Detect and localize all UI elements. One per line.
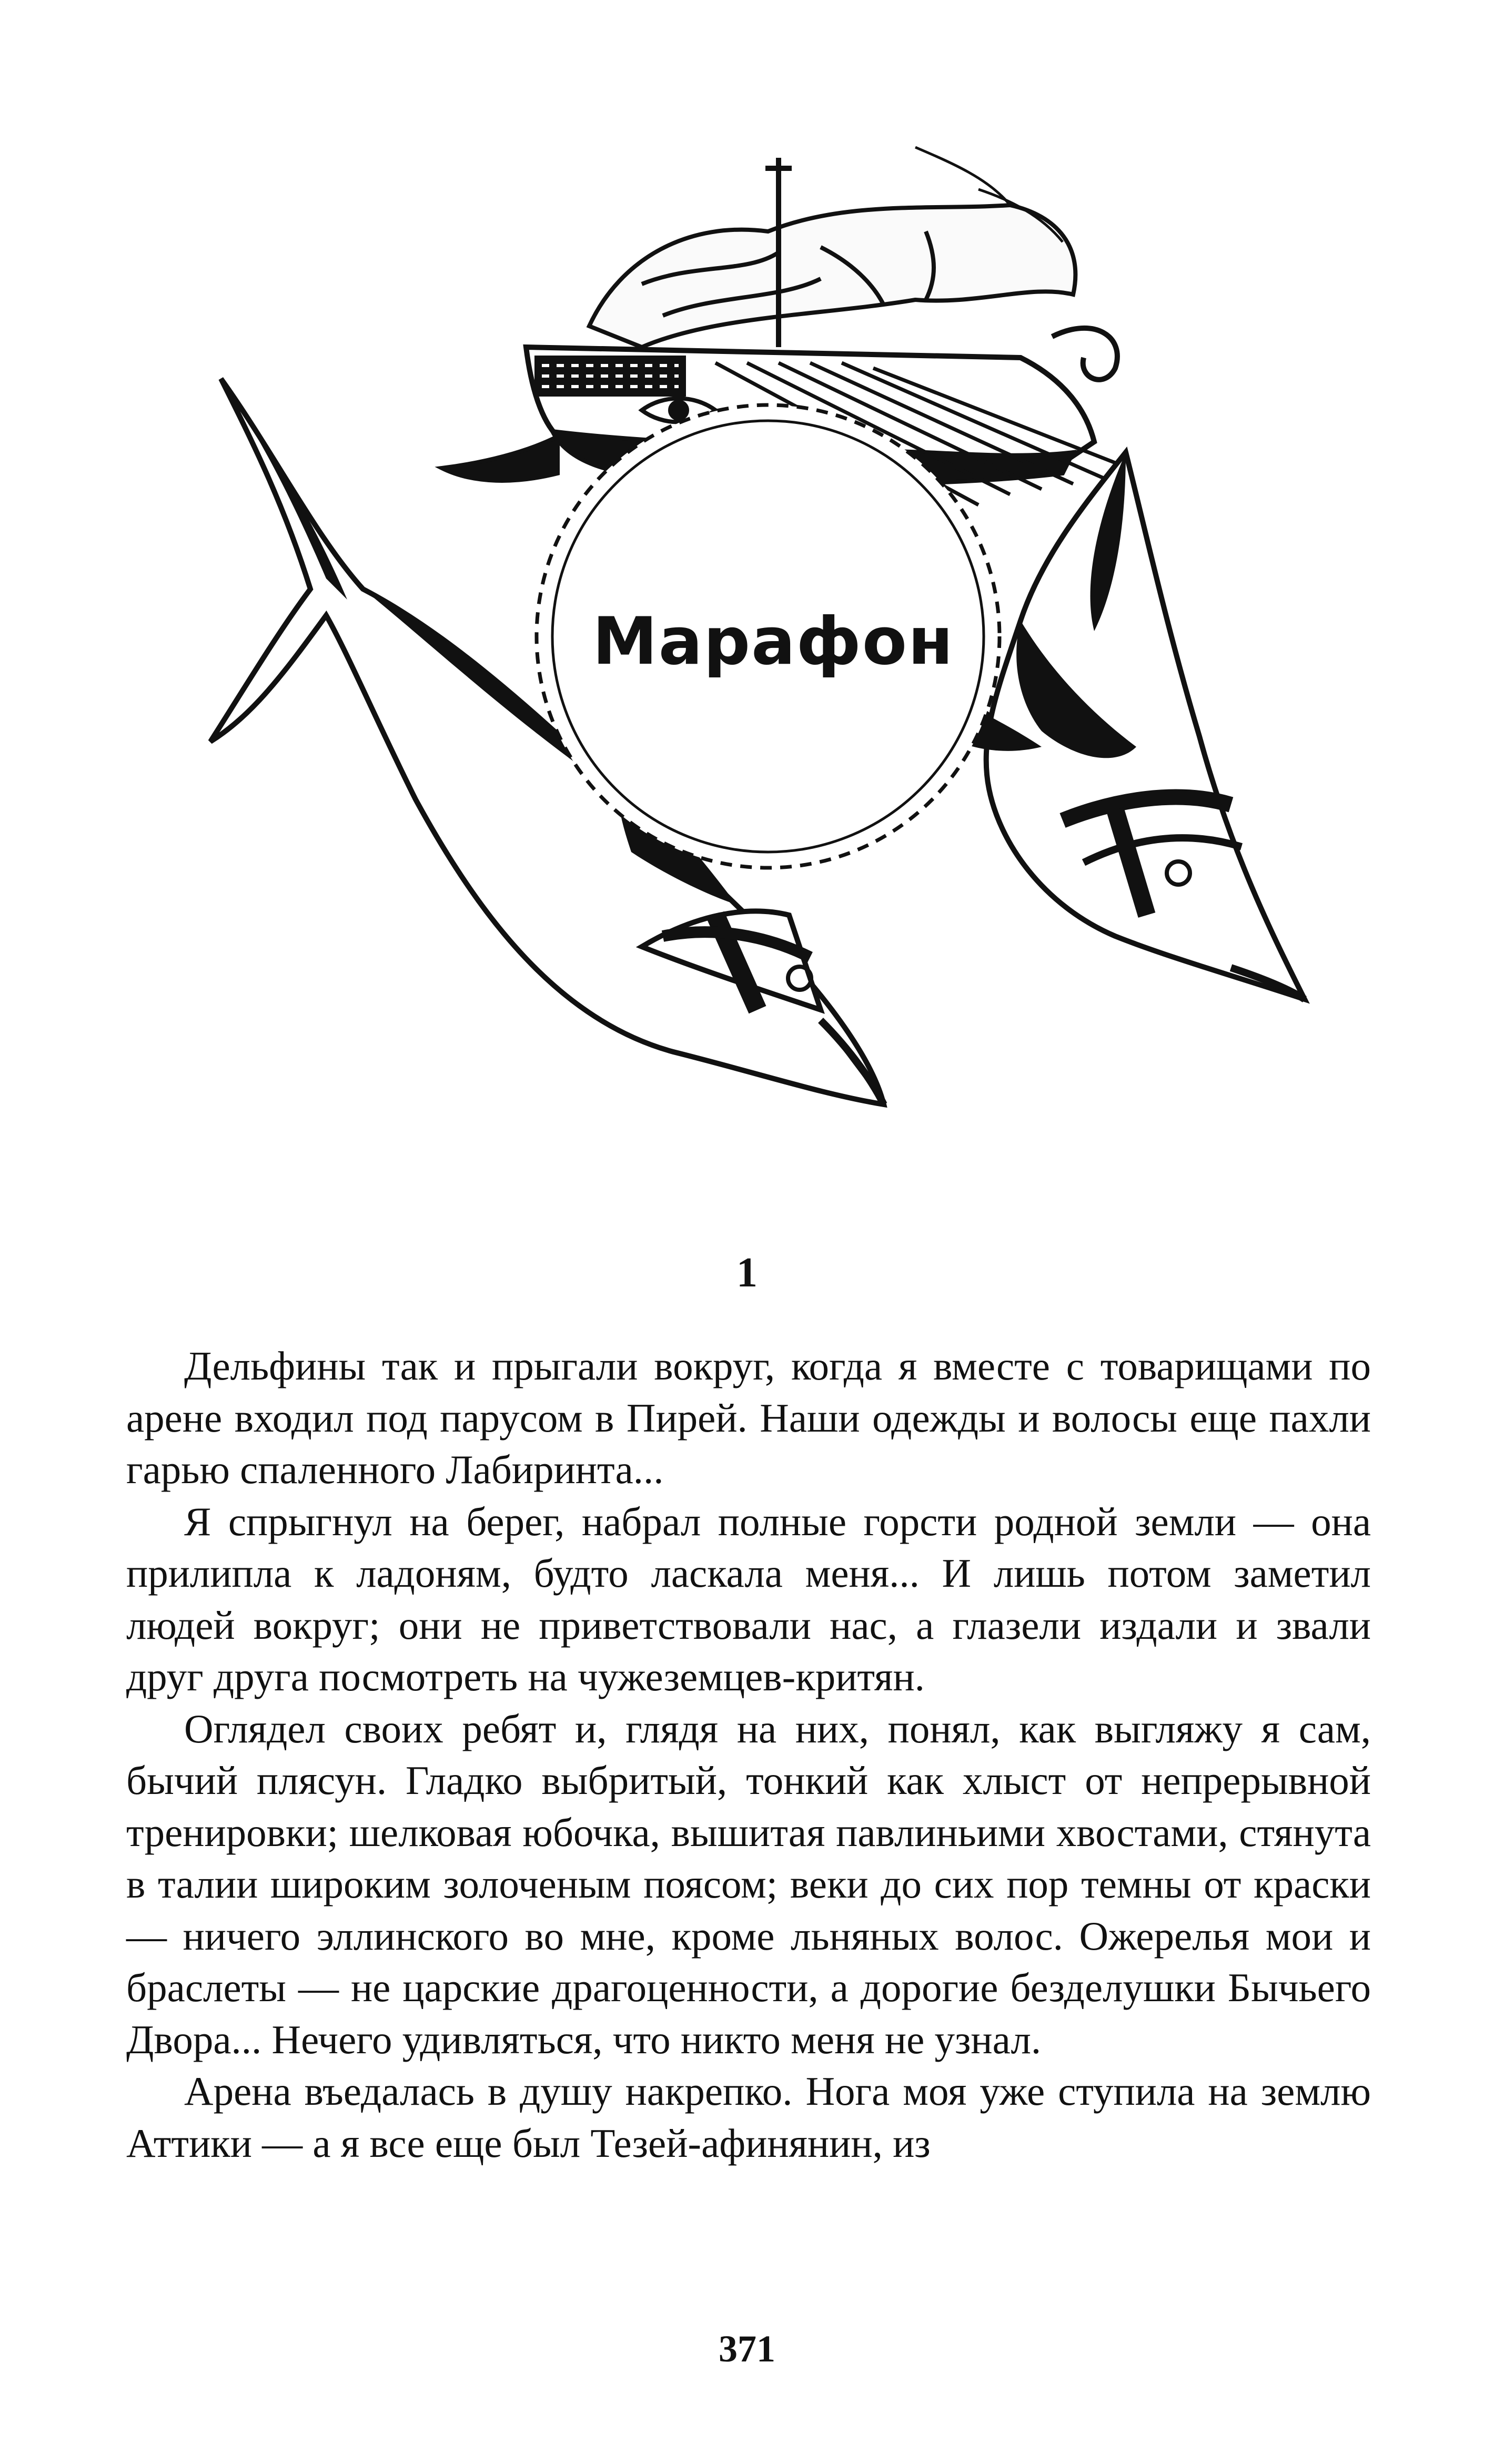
page-number: 371 bbox=[719, 2328, 775, 2370]
paragraph: Арена въедалась в душу накрепко. Нога моя уже ступила на землю Аттики — а я все еще был Тезей-афинянин, из bbox=[126, 2068, 1371, 2166]
paragraph: Я спрыгнул на берег, набрал полные горсти родной земли — она прилипла к ладоням, будто ласкала меня... И лишь потом заметил людей вокруг; они не приветствовали нас, а глазели издали и звали друг друга посмотреть на чужеземцев-критян. bbox=[126, 1498, 1371, 1699]
chapter-title: Марафон bbox=[592, 604, 954, 680]
paragraph: Оглядел своих ребят и, глядя на них, понял, как выгляжу я сам, бычий плясун. Гладко выбритый, тонкий как хлыст от непрерывной тренировки; шелковая юбочка, вышитая павлиньими хвостами, стянута в талии широким золоченым поясом; веки до сих пор темны от краски — ничего эллинского во мне, кроме льняных волос. Ожерелья мои и браслеты — не царские драгоценности, а дорогие безделушки Бычьего Двора... Нечего удивляться, что никто меня не узнал. bbox=[126, 1706, 1371, 2062]
paragraph: Дельфины так и прыгали вокруг, когда я вместе с товарищами по арене входил под парусом в Пирей. Наши одежды и волосы еще пахли гарью спаленного Лабиринта... bbox=[126, 1343, 1371, 1492]
body-text bbox=[126, 1340, 1371, 2169]
section-number: 1 bbox=[736, 1250, 758, 1296]
